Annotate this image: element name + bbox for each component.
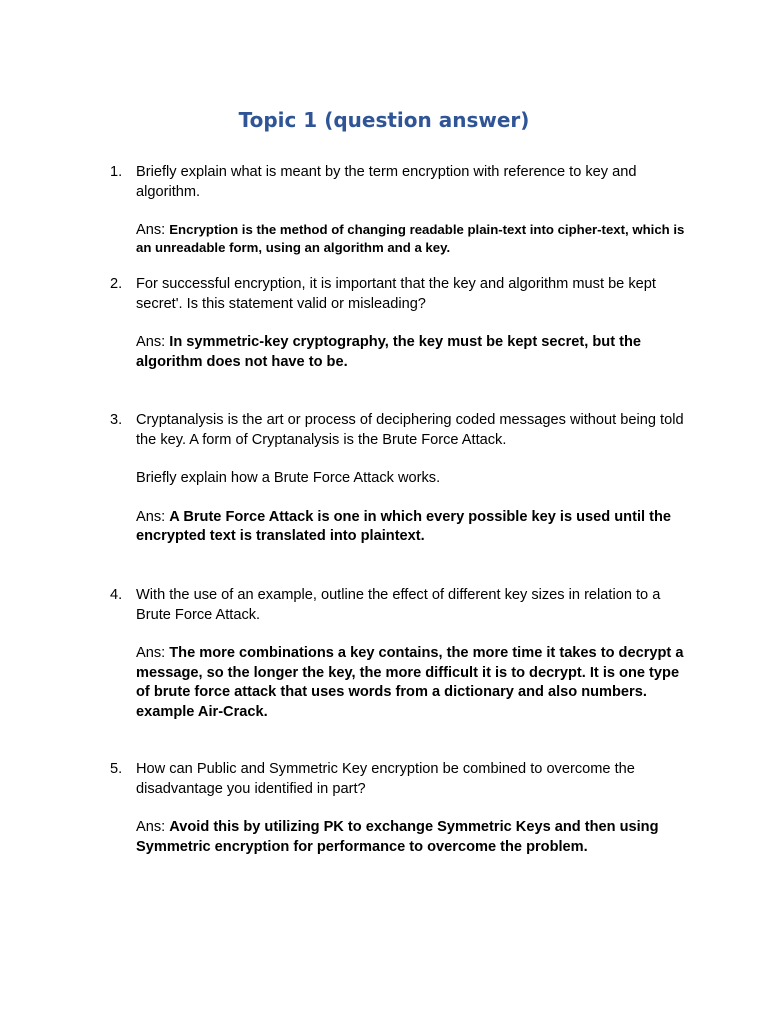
answer-label: Ans: <box>136 508 170 525</box>
question-text: Briefly explain what is meant by the term encryption with reference to key and algorithm. <box>136 164 637 200</box>
question-text: Cryptanalysis is the art or process of deciphering coded messages without being told the key. A form of Cryptanalysis is the Brute Force Attack. <box>136 412 684 448</box>
question-number: 2. <box>110 276 123 292</box>
answer-text: In symmetric-key cryptography, the key must be kept secret, but the algorithm does not have to be. <box>136 334 642 370</box>
question-text: How can Public and Symmetric Key encryption be combined to overcome the disadvantage you identified in part? <box>136 761 635 797</box>
question-text: For successful encryption, it is important that the key and algorithm must be kept secret'. Is this statement valid or misleading? <box>136 276 656 312</box>
answer <box>136 333 688 372</box>
question-text: With the use of an example, outline the effect of different key sizes in relation to a Brute Force Attack. <box>136 587 661 623</box>
page-title: Topic 1 (question answer) <box>238 108 530 132</box>
qa-item-3 <box>110 411 688 547</box>
answer <box>136 508 688 547</box>
qa-item-2 <box>110 275 688 372</box>
answer-label: Ans: <box>136 222 170 238</box>
answer <box>136 221 688 257</box>
answer <box>136 818 688 857</box>
answer-text: A Brute Force Attack is one in which every possible key is used until the encrypted text is translated into plaintext. <box>136 508 671 544</box>
answer-label: Ans: <box>136 645 170 661</box>
answer <box>136 644 688 722</box>
answer-text: The more combinations a key contains, the more time it takes to decrypt a message, so the longer the key, the more difficult it is to decrypt. It is one type of brute force attack that uses words from a dictionary and also numbers. example Air-Crack. <box>136 645 684 720</box>
answer-label: Ans: <box>136 334 170 350</box>
question-number: 1. <box>110 164 123 180</box>
qa-item-5 <box>110 760 688 857</box>
qa-item-1 <box>110 163 688 257</box>
question-number: 3. <box>110 412 123 428</box>
answer-text: Encryption is the method of changing readable plain-text into cipher-text, which is an unreadable form, using an algorithm and a key. <box>136 222 685 255</box>
question-number: 5. <box>110 761 123 777</box>
answer-text: Avoid this by utilizing PK to exchange Symmetric Keys and then using Symmetric encryption for performance to overcome the problem. <box>136 819 659 855</box>
qa-item-4 <box>110 586 688 722</box>
answer-label: Ans: <box>136 819 170 835</box>
question-number: 4. <box>110 587 123 603</box>
sub-question-text: Briefly explain how a Brute Force Attack works. <box>136 470 441 486</box>
